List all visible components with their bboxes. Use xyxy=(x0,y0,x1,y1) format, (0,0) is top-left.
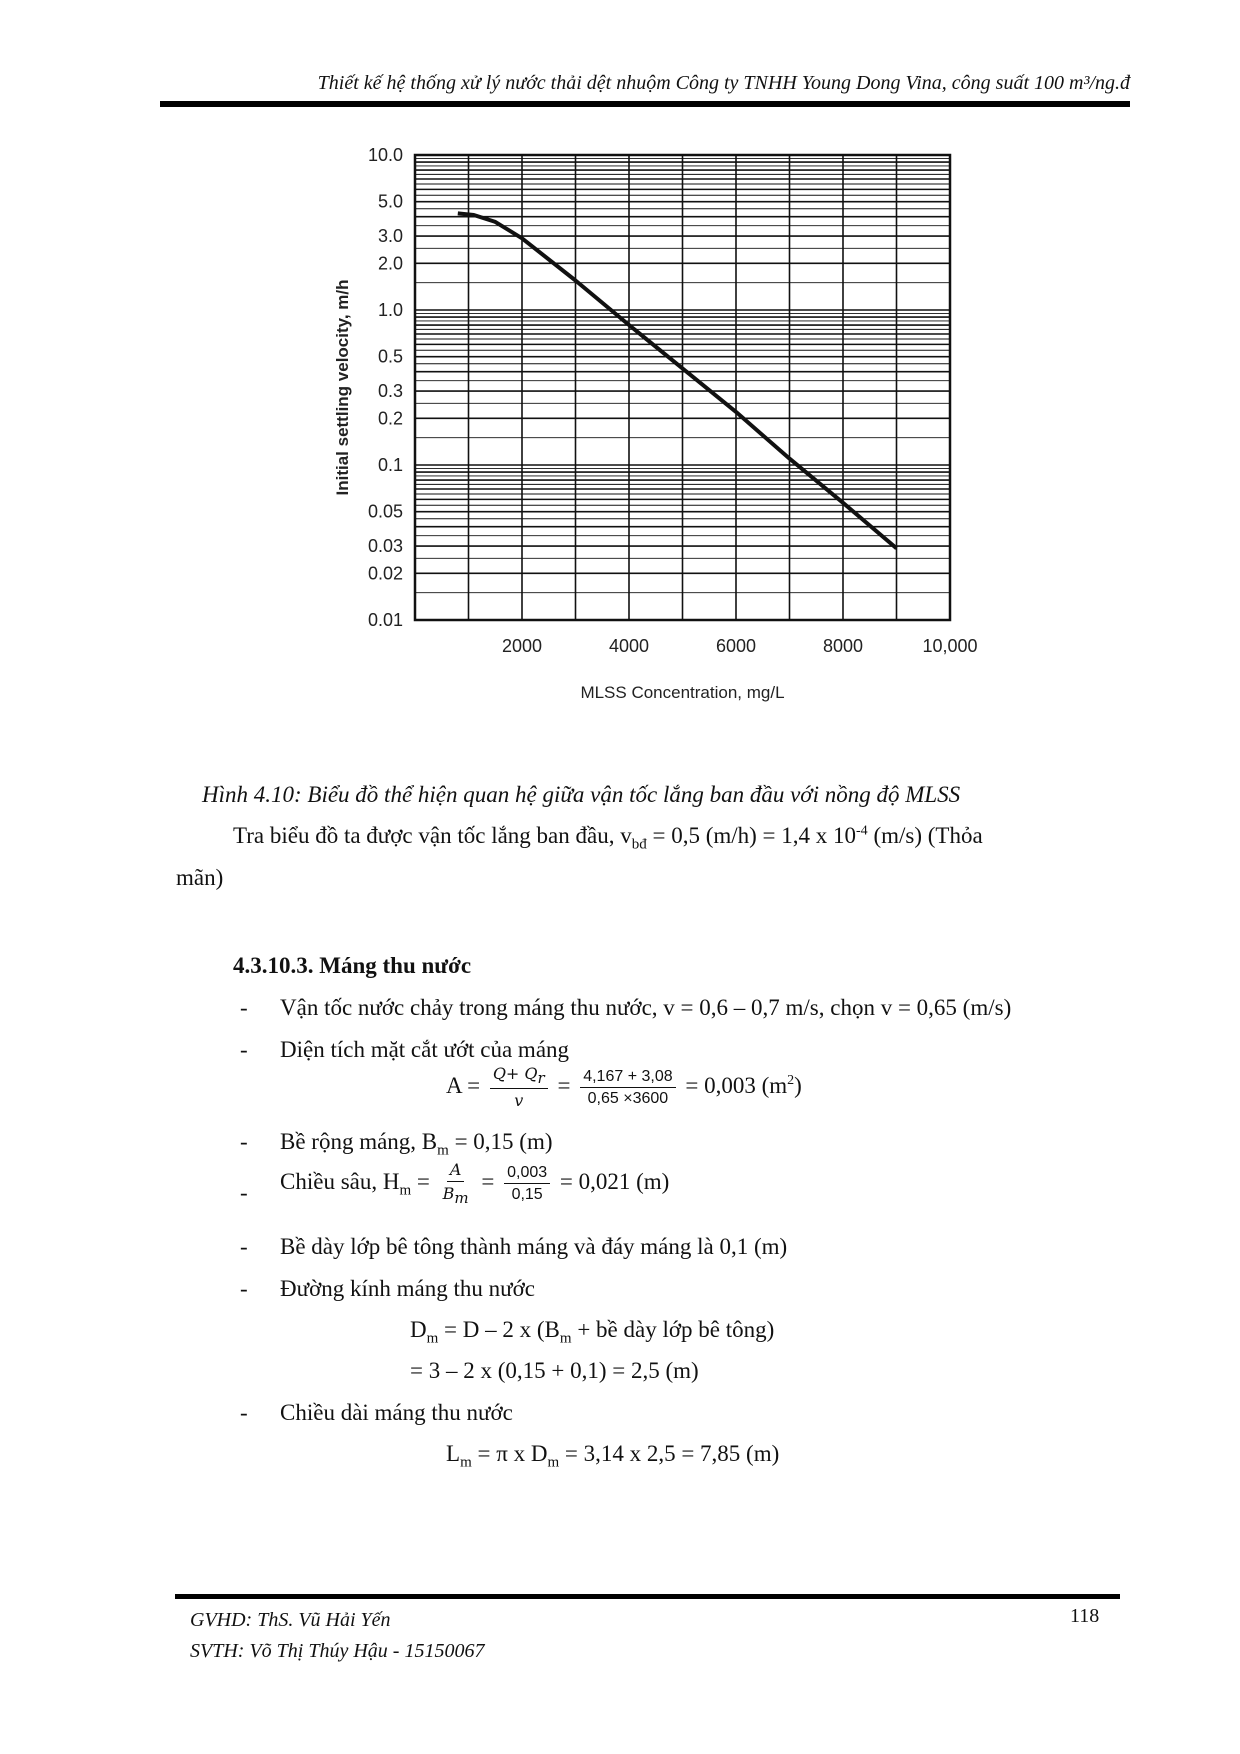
bullet-depth: Chiều sâu, $H_m$ = $\frac{A}{B_m}$ = $\frac{0,003}{0,15}$ = 0,021 (m) xyxy=(280,1160,670,1208)
x-tick-label: 8000 xyxy=(822,636,864,656)
fraction-area-over-width: $\frac{A}{B_m}$ xyxy=(442,1160,469,1208)
y-tick-label: 5.0 xyxy=(377,191,403,212)
bullet-dash: - xyxy=(240,1180,248,1205)
section-heading: 4.3.10.3. Máng thu nước xyxy=(233,953,472,978)
footer-supervisor: GVHD: ThS. Vũ Hải Yến xyxy=(190,1609,391,1631)
y-tick-label: 0.05 xyxy=(367,501,403,522)
bullet-dash: - xyxy=(240,1037,248,1062)
y-tick-label: 1.0 xyxy=(377,300,403,320)
y-tick-label: 10.0 xyxy=(367,145,403,165)
x-axis-label: MLSS Concentration, mg/L xyxy=(580,683,785,702)
fraction-flow-over-velocity: $\frac{Q+ Q_r}{v}$ xyxy=(490,1064,548,1111)
equation-length: $L_m = \pi$ x $D_m = 3,14$ x 2,5 = 7,85 (m) xyxy=(446,1441,780,1471)
y-tick-label: 0.01 xyxy=(367,610,403,630)
x-tick-label: 10,000 xyxy=(922,636,978,656)
footer-student: SVTH: Võ Thị Thúy Hậu - 15150067 xyxy=(190,1640,485,1662)
settling-velocity-chart xyxy=(330,140,990,780)
bullet-width: Bề rộng máng, $B_m = 0,15$ (m) xyxy=(280,1129,553,1159)
y-axis-label: Initial settling velocity, m/h xyxy=(333,279,352,496)
intro-line-1: Tra biểu đồ ta được vận tốc lắng ban đầu, $v_{bđ} = 0,5$ (m/h) = 1,4 x $10^{-4}$ (m/s) (Thỏa xyxy=(233,823,983,853)
bullet-wet-area: Diện tích mặt cắt ướt của máng xyxy=(280,1037,570,1062)
y-tick-label: 0.02 xyxy=(367,563,403,584)
bullet-length: Chiều dài máng thu nước xyxy=(280,1400,513,1425)
footer-rule xyxy=(175,1594,1120,1599)
bullet-dash: - xyxy=(240,1276,248,1301)
intro-line-2: mãn) xyxy=(176,865,224,890)
x-tick-label: 2000 xyxy=(501,636,543,656)
y-tick-label: 2.0 xyxy=(377,253,403,274)
bullet-dash: - xyxy=(240,1129,248,1154)
header-rule xyxy=(160,101,1130,107)
equation-diameter-1: $D_m = D - 2$ x ($B_m$ + bề dày lớp bê tông) xyxy=(410,1317,775,1347)
bullet-dash: - xyxy=(240,1400,248,1425)
x-tick-label: 4000 xyxy=(608,636,650,656)
bullet-diameter: Đường kính máng thu nước xyxy=(280,1276,535,1301)
y-tick-label: 0.2 xyxy=(377,408,403,429)
x-tick-label: 6000 xyxy=(715,636,757,656)
bullet-dash: - xyxy=(240,995,248,1020)
equation-area: A = $\frac{Q+ Q_r}{v}$ = $\frac{4,167 + 3,08}{0,65 \times 3600}$ = 0,003 $(m^2)$ xyxy=(446,1064,802,1111)
y-tick-label: 0.3 xyxy=(377,381,403,402)
fraction-numeric-depth: $\frac{0,003}{0,15}$ xyxy=(504,1164,550,1204)
y-tick-label: 3.0 xyxy=(377,226,403,247)
figure-caption: Hình 4.10: Biểu đồ thể hiện quan hệ giữa vận tốc lắng ban đầu với nồng độ MLSS xyxy=(202,782,961,807)
bullet-velocity: Vận tốc nước chảy trong máng thu nước, v = 0,6 – 0,7 m/s, chọn v = 0,65 (m/s) xyxy=(280,995,1012,1020)
y-tick-label: 0.1 xyxy=(377,455,403,475)
equation-diameter-2: = 3 – 2 x (0,15 + 0,1) = 2,5 (m) xyxy=(410,1358,699,1383)
bullet-concrete-thickness: Bề dày lớp bê tông thành máng và đáy máng là 0,1 (m) xyxy=(280,1234,788,1259)
fraction-numeric-area: $\frac{4,167 + 3,08}{0,65 \times 3600}$ xyxy=(580,1068,675,1108)
y-tick-label: 0.03 xyxy=(367,536,403,557)
page-number: 118 xyxy=(1070,1605,1100,1627)
y-tick-label: 0.5 xyxy=(377,346,403,367)
running-header: Thiết kế hệ thống xử lý nước thải dệt nhuộm Công ty TNHH Young Dong Vina, công suất 100 m³/ng.đ xyxy=(317,72,1130,94)
footer-credits xyxy=(190,1605,484,1667)
bullet-dash: - xyxy=(240,1234,248,1259)
chart-svg xyxy=(330,140,990,780)
